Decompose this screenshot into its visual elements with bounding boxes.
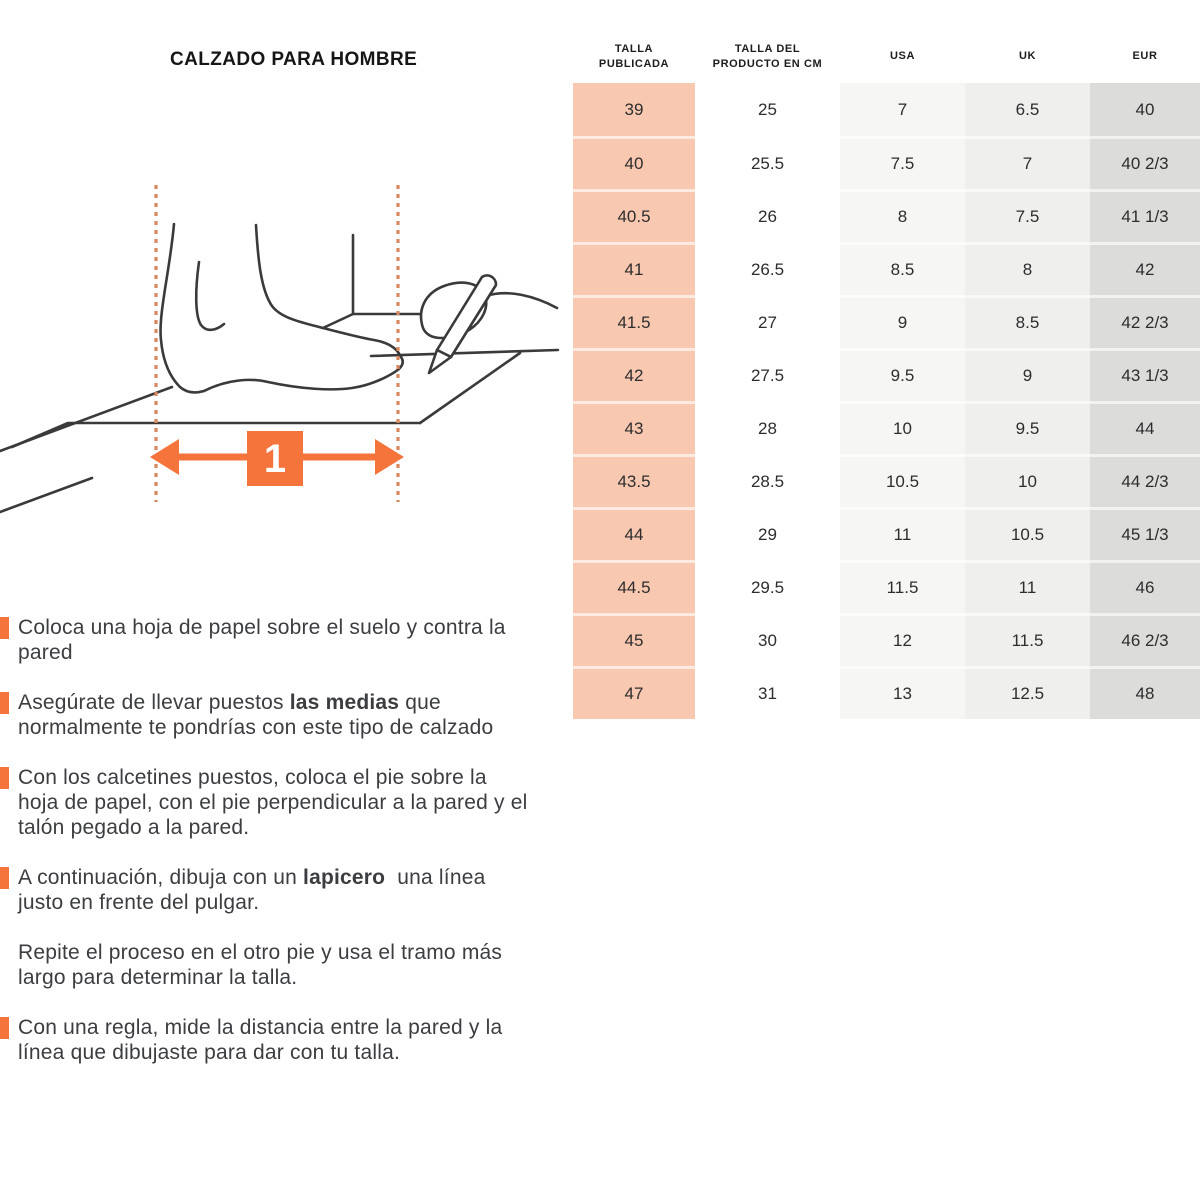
instruction-text: A continuación, dibuja con un lapicero una línea justo en frente del pulgar. <box>18 866 486 914</box>
cell-talla-producto-cm: 28 <box>695 401 840 454</box>
bullet-marker-icon <box>0 767 9 789</box>
size-table-row <box>573 242 1200 295</box>
cell-eur: 45 1/3 <box>1090 507 1200 560</box>
cell-talla-producto-cm: 30 <box>695 613 840 666</box>
cell-talla-publicada: 43.5 <box>573 454 695 507</box>
cell-usa: 8 <box>840 189 965 242</box>
cell-talla-producto-cm: 25 <box>695 83 840 136</box>
cell-uk: 9 <box>965 348 1090 401</box>
cell-usa: 7 <box>840 83 965 136</box>
instruction-item <box>0 615 533 665</box>
cell-uk: 11 <box>965 560 1090 613</box>
instruction-item <box>0 690 533 740</box>
cell-usa: 13 <box>840 666 965 719</box>
cell-talla-publicada: 44.5 <box>573 560 695 613</box>
cell-uk: 8 <box>965 242 1090 295</box>
cell-uk: 7 <box>965 136 1090 189</box>
size-table-row <box>573 189 1200 242</box>
page-title: CALZADO PARA HOMBRE <box>170 49 418 70</box>
size-table-body <box>573 83 1200 719</box>
cell-talla-publicada: 40 <box>573 136 695 189</box>
size-table-row <box>573 348 1200 401</box>
cell-talla-producto-cm: 26 <box>695 189 840 242</box>
instruction-text: Repite el proceso en el otro pie y usa el tramo más largo para determinar la talla. <box>18 941 503 989</box>
cell-uk: 11.5 <box>965 613 1090 666</box>
cell-usa: 9 <box>840 295 965 348</box>
cell-uk: 10.5 <box>965 507 1090 560</box>
cell-eur: 42 <box>1090 242 1200 295</box>
cell-talla-publicada: 44 <box>573 507 695 560</box>
column-header-uk: UK <box>1018 50 1037 63</box>
cell-uk: 10 <box>965 454 1090 507</box>
cell-eur: 41 1/3 <box>1090 189 1200 242</box>
cell-usa: 8.5 <box>840 242 965 295</box>
size-table-row <box>573 613 1200 666</box>
size-table-row <box>573 454 1200 507</box>
column-header-talla-publicada: TALLA PUBLICADA <box>598 42 670 70</box>
wall-lines <box>353 235 421 314</box>
bullet-marker-icon <box>0 617 9 639</box>
cell-talla-publicada: 41.5 <box>573 295 695 348</box>
instruction-item <box>0 865 533 915</box>
cell-eur: 46 <box>1090 560 1200 613</box>
instruction-text: Con los calcetines puestos, coloca el pie sobre la hoja de papel, con el pie perpendicular a la pared y el talón pegado a la pared. <box>18 766 528 839</box>
cell-usa: 10.5 <box>840 454 965 507</box>
cell-usa: 7.5 <box>840 136 965 189</box>
cell-talla-producto-cm: 28.5 <box>695 454 840 507</box>
size-table-header <box>573 30 1200 83</box>
column-header-eur: EUR <box>1132 50 1158 63</box>
cell-talla-publicada: 41 <box>573 242 695 295</box>
cell-talla-publicada: 45 <box>573 613 695 666</box>
cell-usa: 10 <box>840 401 965 454</box>
cell-talla-publicada: 40.5 <box>573 189 695 242</box>
bullet-marker-icon <box>0 1017 9 1039</box>
cell-talla-producto-cm: 31 <box>695 666 840 719</box>
bullet-marker-icon <box>0 692 9 714</box>
cell-uk: 8.5 <box>965 295 1090 348</box>
cell-uk: 6.5 <box>965 83 1090 136</box>
cell-talla-publicada: 39 <box>573 83 695 136</box>
instruction-text: Asegúrate de llevar puestos las medias que normalmente te pondrías con este tipo de calzado <box>18 691 494 739</box>
step-number-badge <box>247 431 303 486</box>
cell-talla-publicada: 47 <box>573 666 695 719</box>
cell-usa: 9.5 <box>840 348 965 401</box>
instruction-item <box>0 1015 533 1065</box>
cell-talla-publicada: 42 <box>573 348 695 401</box>
size-table-row <box>573 83 1200 136</box>
foot-outline <box>161 224 403 392</box>
cell-talla-producto-cm: 29 <box>695 507 840 560</box>
cell-talla-producto-cm: 27 <box>695 295 840 348</box>
cell-talla-producto-cm: 25.5 <box>695 136 840 189</box>
size-table-row <box>573 295 1200 348</box>
size-table-row <box>573 560 1200 613</box>
cell-uk: 12.5 <box>965 666 1090 719</box>
cell-eur: 44 <box>1090 401 1200 454</box>
instruction-text: Con una regla, mide la distancia entre la pared y la línea que dibujaste para dar con tu talla. <box>18 1016 503 1064</box>
cell-talla-producto-cm: 27.5 <box>695 348 840 401</box>
size-table-row <box>573 401 1200 454</box>
foot-measurement-illustration <box>0 150 560 570</box>
column-header-usa: USA <box>889 50 916 63</box>
cell-eur: 40 <box>1090 83 1200 136</box>
cell-eur: 43 1/3 <box>1090 348 1200 401</box>
cell-usa: 11.5 <box>840 560 965 613</box>
cell-uk: 7.5 <box>965 189 1090 242</box>
cell-eur: 40 2/3 <box>1090 136 1200 189</box>
cell-talla-publicada: 43 <box>573 401 695 454</box>
size-table-row <box>573 136 1200 189</box>
size-table-row <box>573 666 1200 719</box>
size-table <box>573 30 1200 719</box>
hand-pencil-icon <box>421 275 557 373</box>
instructions-list <box>0 615 533 1090</box>
cell-talla-producto-cm: 26.5 <box>695 242 840 295</box>
cell-eur: 44 2/3 <box>1090 454 1200 507</box>
column-header-talla-producto-cm: TALLA DEL PRODUCTO EN CM <box>712 42 823 70</box>
cell-eur: 48 <box>1090 666 1200 719</box>
cell-uk: 9.5 <box>965 401 1090 454</box>
size-table-row <box>573 507 1200 560</box>
bullet-marker-icon <box>0 867 9 889</box>
instruction-text: Coloca una hoja de papel sobre el suelo y contra la pared <box>18 616 506 664</box>
cell-usa: 11 <box>840 507 965 560</box>
cell-talla-producto-cm: 29.5 <box>695 560 840 613</box>
cell-eur: 42 2/3 <box>1090 295 1200 348</box>
step-number: 1 <box>263 437 287 481</box>
instruction-item <box>0 940 533 990</box>
instruction-item <box>0 765 533 840</box>
cell-usa: 12 <box>840 613 965 666</box>
cell-eur: 46 2/3 <box>1090 613 1200 666</box>
